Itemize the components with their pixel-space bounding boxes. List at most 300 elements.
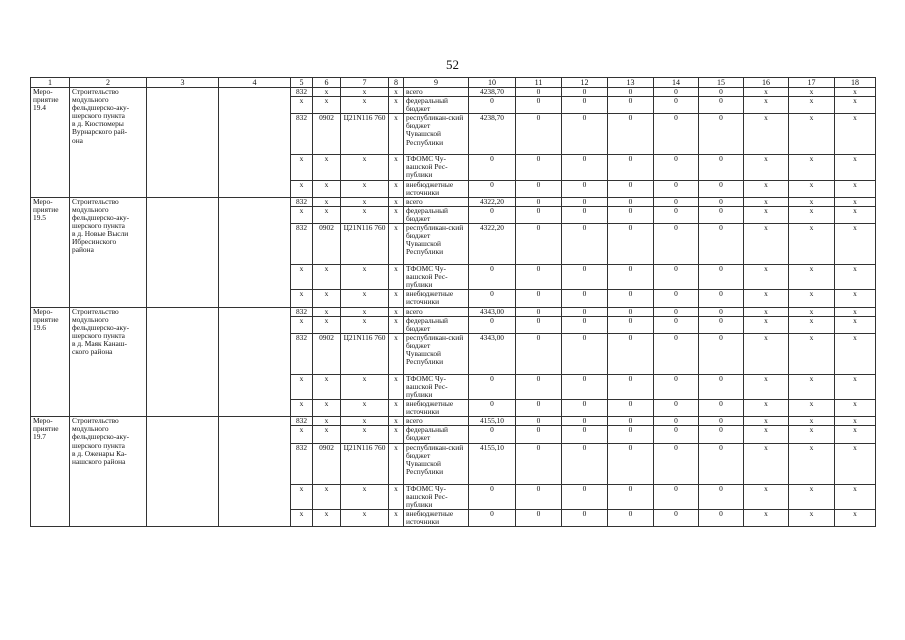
cell-value-c18: x xyxy=(835,290,876,307)
cell-value-c12: 0 xyxy=(562,265,608,290)
cell-section-code: x xyxy=(313,155,341,180)
cell-target-article: x xyxy=(341,197,389,206)
cell-admin-code: x xyxy=(291,290,313,307)
cell-value-c15: 0 xyxy=(699,426,744,443)
cell-target-article: x xyxy=(341,316,389,333)
cell-expense-group: x xyxy=(389,265,404,290)
cell-value-c18: x xyxy=(835,333,876,374)
cell-value-c15: 0 xyxy=(699,307,744,316)
cell-expense-group: x xyxy=(389,443,404,484)
cell-value-c18: x xyxy=(835,265,876,290)
cell-value-c12: 0 xyxy=(562,114,608,155)
cell-value-c13: 0 xyxy=(608,333,654,374)
column-header: 3 xyxy=(147,78,219,88)
measure-description-line: ского района xyxy=(72,346,113,356)
measure-id-line: 19.4 xyxy=(33,103,46,113)
cell-admin-code: x xyxy=(291,155,313,180)
cell-value-c18: x xyxy=(835,197,876,206)
empty-cell-col4 xyxy=(219,197,291,307)
cell-value-c15: 0 xyxy=(699,206,744,223)
cell-value-c11: 0 xyxy=(516,197,562,206)
cell-funding-source: республикан-ский бюджет Чувашской Республики xyxy=(404,114,469,155)
cell-section-code: x xyxy=(313,400,341,417)
column-header: 8 xyxy=(389,78,404,88)
cell-value-c17: x xyxy=(789,417,835,426)
cell-value-c10: 0 xyxy=(469,97,516,114)
cell-section-code: x xyxy=(313,97,341,114)
cell-value-c18: x xyxy=(835,417,876,426)
measure-description-line: Ибресинского xyxy=(72,237,117,247)
cell-value-c18: x xyxy=(835,224,876,265)
cell-value-c10: 0 xyxy=(469,316,516,333)
cell-value-c13: 0 xyxy=(608,400,654,417)
cell-value-c10: 4238,70 xyxy=(469,114,516,155)
cell-value-c16: x xyxy=(744,224,789,265)
cell-funding-source: внебюджетные источники xyxy=(404,290,469,307)
cell-target-article: Ц21N116 760 xyxy=(341,443,389,484)
cell-value-c13: 0 xyxy=(608,197,654,206)
cell-value-c17: x xyxy=(789,333,835,374)
cell-expense-group: x xyxy=(389,509,404,526)
cell-expense-group: x xyxy=(389,333,404,374)
cell-funding-source: федеральный бюджет xyxy=(404,316,469,333)
cell-funding-source: республикан-ский бюджет Чувашской Республики xyxy=(404,224,469,265)
cell-value-c15: 0 xyxy=(699,265,744,290)
cell-value-c12: 0 xyxy=(562,197,608,206)
cell-value-c11: 0 xyxy=(516,97,562,114)
cell-target-article: Ц21N116 760 xyxy=(341,333,389,374)
cell-value-c17: x xyxy=(789,114,835,155)
cell-admin-code: x xyxy=(291,316,313,333)
cell-section-code: x xyxy=(313,509,341,526)
cell-value-c11: 0 xyxy=(516,400,562,417)
cell-section-code: x xyxy=(313,374,341,399)
column-header: 7 xyxy=(341,78,389,88)
cell-expense-group: x xyxy=(389,417,404,426)
cell-value-c17: x xyxy=(789,484,835,509)
cell-target-article: Ц21N116 760 xyxy=(341,114,389,155)
cell-value-c13: 0 xyxy=(608,290,654,307)
cell-funding-source: ТФОМС Чу-вашской Рес-публики xyxy=(404,484,469,509)
cell-funding-source: федеральный бюджет xyxy=(404,206,469,223)
cell-value-c14: 0 xyxy=(654,333,699,374)
cell-value-c10: 4322,20 xyxy=(469,224,516,265)
cell-value-c16: x xyxy=(744,417,789,426)
table-row xyxy=(31,197,876,206)
measure-description xyxy=(70,197,147,307)
cell-value-c11: 0 xyxy=(516,417,562,426)
cell-value-c14: 0 xyxy=(654,443,699,484)
cell-value-c17: x xyxy=(789,206,835,223)
cell-expense-group: x xyxy=(389,97,404,114)
measure-id xyxy=(31,307,70,417)
cell-target-article: x xyxy=(341,374,389,399)
cell-admin-code: 832 xyxy=(291,333,313,374)
cell-value-c12: 0 xyxy=(562,307,608,316)
cell-expense-group: x xyxy=(389,114,404,155)
cell-admin-code: x xyxy=(291,400,313,417)
cell-value-c11: 0 xyxy=(516,307,562,316)
cell-value-c14: 0 xyxy=(654,206,699,223)
cell-admin-code: x xyxy=(291,97,313,114)
cell-value-c14: 0 xyxy=(654,97,699,114)
empty-cell-col4 xyxy=(219,307,291,417)
cell-value-c16: x xyxy=(744,197,789,206)
cell-value-c13: 0 xyxy=(608,307,654,316)
cell-value-c13: 0 xyxy=(608,417,654,426)
cell-target-article: x xyxy=(341,484,389,509)
measure-id xyxy=(31,197,70,307)
cell-value-c15: 0 xyxy=(699,197,744,206)
cell-target-article: x xyxy=(341,426,389,443)
cell-value-c18: x xyxy=(835,509,876,526)
cell-value-c18: x xyxy=(835,426,876,443)
cell-section-code: x xyxy=(313,197,341,206)
cell-value-c11: 0 xyxy=(516,509,562,526)
cell-value-c12: 0 xyxy=(562,374,608,399)
cell-section-code: 0902 xyxy=(313,114,341,155)
empty-cell-col3 xyxy=(147,307,219,417)
cell-target-article: x xyxy=(341,206,389,223)
cell-expense-group: x xyxy=(389,290,404,307)
column-header: 2 xyxy=(70,78,147,88)
cell-value-c15: 0 xyxy=(699,417,744,426)
cell-funding-source: внебюджетные источники xyxy=(404,180,469,197)
cell-value-c15: 0 xyxy=(699,316,744,333)
cell-funding-source: республикан-ский бюджет Чувашской Республики xyxy=(404,333,469,374)
cell-value-c12: 0 xyxy=(562,180,608,197)
cell-target-article: x xyxy=(341,417,389,426)
cell-expense-group: x xyxy=(389,197,404,206)
cell-value-c13: 0 xyxy=(608,224,654,265)
cell-expense-group: x xyxy=(389,180,404,197)
cell-value-c16: x xyxy=(744,443,789,484)
cell-expense-group: x xyxy=(389,307,404,316)
cell-value-c14: 0 xyxy=(654,180,699,197)
cell-value-c13: 0 xyxy=(608,180,654,197)
cell-value-c10: 0 xyxy=(469,484,516,509)
cell-funding-source: внебюджетные источники xyxy=(404,509,469,526)
cell-value-c13: 0 xyxy=(608,426,654,443)
cell-section-code: x xyxy=(313,307,341,316)
cell-value-c14: 0 xyxy=(654,417,699,426)
measure-id-line: приятие xyxy=(33,314,59,324)
empty-cell-col3 xyxy=(147,417,219,527)
cell-section-code: x xyxy=(313,426,341,443)
cell-value-c11: 0 xyxy=(516,88,562,97)
table-body xyxy=(31,88,876,527)
cell-section-code: x xyxy=(313,417,341,426)
cell-value-c17: x xyxy=(789,224,835,265)
cell-expense-group: x xyxy=(389,426,404,443)
measure-description-line: Строительство xyxy=(72,197,119,206)
cell-section-code: x xyxy=(313,265,341,290)
cell-value-c14: 0 xyxy=(654,88,699,97)
cell-value-c13: 0 xyxy=(608,97,654,114)
measure-description-line: нашского района xyxy=(72,456,126,466)
cell-value-c18: x xyxy=(835,97,876,114)
measure-description-line: в д. Кюстюмеры xyxy=(72,119,124,129)
cell-value-c17: x xyxy=(789,197,835,206)
measure-description-line: фельдшерско-аку- xyxy=(72,322,130,332)
cell-value-c16: x xyxy=(744,206,789,223)
cell-value-c17: x xyxy=(789,426,835,443)
cell-value-c15: 0 xyxy=(699,180,744,197)
table-row xyxy=(31,417,876,426)
cell-value-c12: 0 xyxy=(562,97,608,114)
cell-value-c10: 4343,00 xyxy=(469,333,516,374)
cell-value-c16: x xyxy=(744,97,789,114)
cell-value-c12: 0 xyxy=(562,88,608,97)
cell-value-c18: x xyxy=(835,443,876,484)
cell-value-c11: 0 xyxy=(516,180,562,197)
measure-id-line: 19.5 xyxy=(33,212,46,222)
cell-value-c18: x xyxy=(835,155,876,180)
column-header: 17 xyxy=(789,78,835,88)
cell-value-c15: 0 xyxy=(699,374,744,399)
cell-value-c10: 0 xyxy=(469,374,516,399)
measure-description-line: шерского пункта xyxy=(72,440,125,450)
cell-value-c10: 0 xyxy=(469,426,516,443)
cell-section-code: 0902 xyxy=(313,443,341,484)
cell-section-code: 0902 xyxy=(313,224,341,265)
cell-value-c17: x xyxy=(789,374,835,399)
cell-value-c13: 0 xyxy=(608,509,654,526)
cell-value-c15: 0 xyxy=(699,509,744,526)
cell-value-c14: 0 xyxy=(654,224,699,265)
cell-funding-source: внебюджетные источники xyxy=(404,400,469,417)
cell-value-c17: x xyxy=(789,88,835,97)
measure-id-line: приятие xyxy=(33,204,59,214)
column-header: 15 xyxy=(699,78,744,88)
measure-description-line: в д. Новые Высли xyxy=(72,229,129,239)
cell-value-c10: 0 xyxy=(469,509,516,526)
cell-value-c12: 0 xyxy=(562,333,608,374)
cell-target-article: x xyxy=(341,88,389,97)
column-header: 14 xyxy=(654,78,699,88)
cell-value-c12: 0 xyxy=(562,417,608,426)
cell-funding-source: ТФОМС Чу-вашской Рес-публики xyxy=(404,155,469,180)
cell-value-c13: 0 xyxy=(608,374,654,399)
page-number: 52 xyxy=(446,57,459,72)
column-header: 5 xyxy=(291,78,313,88)
cell-value-c16: x xyxy=(744,114,789,155)
cell-value-c16: x xyxy=(744,307,789,316)
cell-value-c12: 0 xyxy=(562,484,608,509)
cell-value-c11: 0 xyxy=(516,316,562,333)
column-header: 11 xyxy=(516,78,562,88)
cell-value-c10: 4343,00 xyxy=(469,307,516,316)
column-header: 16 xyxy=(744,78,789,88)
cell-value-c15: 0 xyxy=(699,155,744,180)
cell-target-article: x xyxy=(341,180,389,197)
cell-value-c16: x xyxy=(744,180,789,197)
cell-value-c10: 0 xyxy=(469,180,516,197)
cell-value-c14: 0 xyxy=(654,374,699,399)
cell-section-code: x xyxy=(313,484,341,509)
cell-funding-source: ТФОМС Чу-вашской Рес-публики xyxy=(404,374,469,399)
cell-value-c16: x xyxy=(744,88,789,97)
cell-admin-code: 832 xyxy=(291,307,313,316)
cell-value-c17: x xyxy=(789,400,835,417)
cell-value-c14: 0 xyxy=(654,426,699,443)
cell-value-c17: x xyxy=(789,509,835,526)
measure-description xyxy=(70,307,147,417)
cell-value-c14: 0 xyxy=(654,265,699,290)
cell-value-c14: 0 xyxy=(654,197,699,206)
cell-expense-group: x xyxy=(389,206,404,223)
cell-value-c11: 0 xyxy=(516,206,562,223)
cell-admin-code: x xyxy=(291,484,313,509)
cell-value-c12: 0 xyxy=(562,400,608,417)
cell-admin-code: 832 xyxy=(291,114,313,155)
measure-description-line: фельдшерско-аку- xyxy=(72,212,130,222)
program-table xyxy=(30,77,876,527)
measure-description-line: района xyxy=(72,245,94,255)
cell-value-c17: x xyxy=(789,155,835,180)
measure-id-line: Меро- xyxy=(33,416,53,426)
column-number-row xyxy=(31,78,876,88)
cell-admin-code: x xyxy=(291,206,313,223)
cell-value-c12: 0 xyxy=(562,509,608,526)
cell-value-c12: 0 xyxy=(562,316,608,333)
cell-value-c17: x xyxy=(789,180,835,197)
cell-expense-group: x xyxy=(389,484,404,509)
table-row xyxy=(31,307,876,316)
cell-admin-code: 832 xyxy=(291,417,313,426)
cell-expense-group: x xyxy=(389,88,404,97)
cell-value-c17: x xyxy=(789,265,835,290)
cell-value-c16: x xyxy=(744,316,789,333)
measure-description-line: модульного xyxy=(72,314,109,324)
cell-funding-source: всего xyxy=(404,417,469,426)
column-header: 13 xyxy=(608,78,654,88)
cell-value-c17: x xyxy=(789,307,835,316)
column-header: 6 xyxy=(313,78,341,88)
cell-value-c16: x xyxy=(744,374,789,399)
cell-section-code: x xyxy=(313,206,341,223)
measure-description-line: в д. Маяк Канаш- xyxy=(72,338,127,348)
cell-section-code: 0902 xyxy=(313,333,341,374)
cell-section-code: x xyxy=(313,316,341,333)
column-header: 1 xyxy=(31,78,70,88)
cell-value-c10: 0 xyxy=(469,265,516,290)
cell-target-article: x xyxy=(341,400,389,417)
cell-admin-code: 832 xyxy=(291,88,313,97)
cell-value-c10: 4155,10 xyxy=(469,417,516,426)
measure-description xyxy=(70,88,147,198)
cell-target-article: x xyxy=(341,155,389,180)
cell-admin-code: 832 xyxy=(291,224,313,265)
cell-value-c18: x xyxy=(835,400,876,417)
cell-value-c15: 0 xyxy=(699,400,744,417)
measure-id-line: приятие xyxy=(33,424,59,434)
cell-admin-code: 832 xyxy=(291,197,313,206)
cell-value-c13: 0 xyxy=(608,443,654,484)
cell-value-c11: 0 xyxy=(516,333,562,374)
cell-value-c13: 0 xyxy=(608,316,654,333)
cell-value-c14: 0 xyxy=(654,307,699,316)
cell-value-c13: 0 xyxy=(608,114,654,155)
cell-value-c16: x xyxy=(744,333,789,374)
cell-value-c17: x xyxy=(789,443,835,484)
cell-value-c11: 0 xyxy=(516,443,562,484)
cell-section-code: x xyxy=(313,88,341,97)
cell-funding-source: всего xyxy=(404,307,469,316)
measure-id-line: Меро- xyxy=(33,87,53,96)
cell-value-c10: 0 xyxy=(469,155,516,180)
cell-value-c14: 0 xyxy=(654,509,699,526)
cell-value-c10: 4238,70 xyxy=(469,88,516,97)
empty-cell-col4 xyxy=(219,417,291,527)
cell-value-c10: 4155,10 xyxy=(469,443,516,484)
empty-cell-col3 xyxy=(147,88,219,198)
cell-section-code: x xyxy=(313,290,341,307)
cell-value-c10: 0 xyxy=(469,400,516,417)
cell-value-c18: x xyxy=(835,374,876,399)
measure-id xyxy=(31,88,70,198)
cell-value-c11: 0 xyxy=(516,484,562,509)
cell-admin-code: x xyxy=(291,265,313,290)
cell-expense-group: x xyxy=(389,316,404,333)
column-header: 18 xyxy=(835,78,876,88)
cell-value-c11: 0 xyxy=(516,265,562,290)
cell-value-c16: x xyxy=(744,509,789,526)
cell-value-c15: 0 xyxy=(699,333,744,374)
cell-value-c14: 0 xyxy=(654,316,699,333)
cell-value-c11: 0 xyxy=(516,155,562,180)
cell-value-c10: 0 xyxy=(469,206,516,223)
cell-value-c16: x xyxy=(744,155,789,180)
cell-target-article: x xyxy=(341,290,389,307)
cell-funding-source: федеральный бюджет xyxy=(404,426,469,443)
cell-value-c16: x xyxy=(744,426,789,443)
measure-description-line: фельдшерско-аку- xyxy=(72,432,130,442)
cell-value-c10: 0 xyxy=(469,290,516,307)
cell-value-c14: 0 xyxy=(654,400,699,417)
cell-value-c15: 0 xyxy=(699,88,744,97)
cell-expense-group: x xyxy=(389,374,404,399)
cell-value-c18: x xyxy=(835,484,876,509)
empty-cell-col3 xyxy=(147,197,219,307)
cell-value-c11: 0 xyxy=(516,426,562,443)
cell-value-c17: x xyxy=(789,290,835,307)
cell-value-c14: 0 xyxy=(654,155,699,180)
cell-admin-code: x xyxy=(291,180,313,197)
cell-funding-source: федеральный бюджет xyxy=(404,97,469,114)
cell-value-c15: 0 xyxy=(699,114,744,155)
cell-section-code: x xyxy=(313,180,341,197)
cell-value-c18: x xyxy=(835,206,876,223)
measure-description-line: Строительство xyxy=(72,416,119,426)
cell-admin-code: x xyxy=(291,426,313,443)
column-header: 12 xyxy=(562,78,608,88)
column-header: 4 xyxy=(219,78,291,88)
cell-value-c12: 0 xyxy=(562,426,608,443)
cell-value-c12: 0 xyxy=(562,290,608,307)
measure-description-line: Вурнарского рай- xyxy=(72,127,128,137)
cell-value-c17: x xyxy=(789,316,835,333)
column-header: 10 xyxy=(469,78,516,88)
measure-description-line: модульного xyxy=(72,95,109,105)
cell-value-c18: x xyxy=(835,307,876,316)
cell-value-c15: 0 xyxy=(699,290,744,307)
cell-value-c18: x xyxy=(835,180,876,197)
cell-value-c12: 0 xyxy=(562,443,608,484)
table-row xyxy=(31,88,876,97)
cell-value-c12: 0 xyxy=(562,224,608,265)
cell-value-c16: x xyxy=(744,484,789,509)
